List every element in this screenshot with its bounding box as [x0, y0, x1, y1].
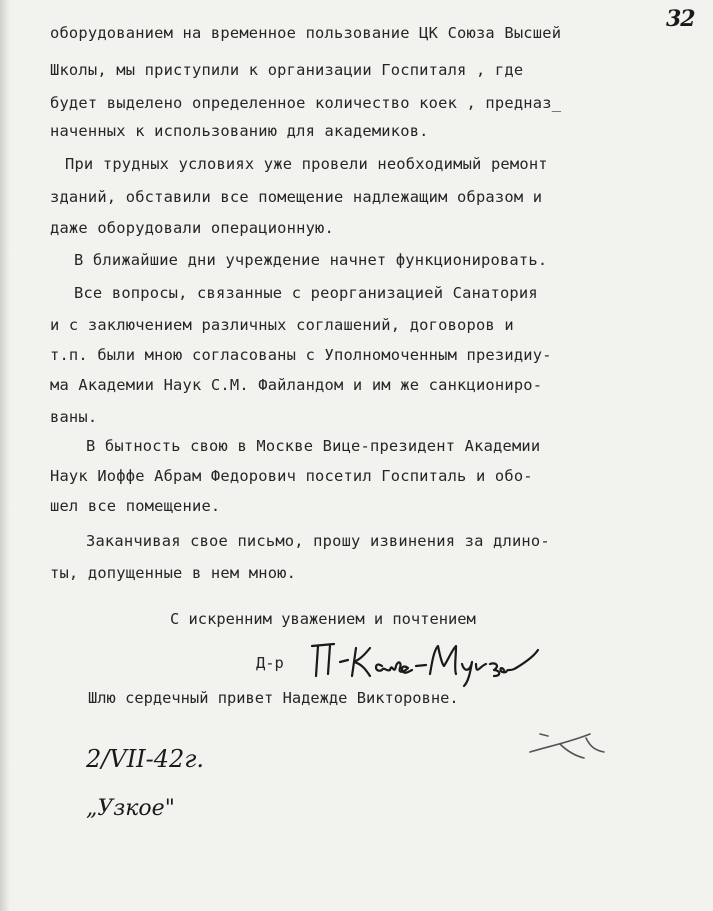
body-line: шел все помещение. [50, 497, 221, 515]
body-line: Школы, мы приступили к организации Госпиталя , где [50, 61, 524, 79]
body-line: ты, допущенные в нем мною. [50, 564, 297, 582]
page-edge-shadow [0, 0, 10, 911]
body-line: ваны. [50, 408, 98, 426]
handwritten-place: „Узкое" [86, 796, 175, 821]
body-line: и с заключением различных соглашений, договоров и [50, 316, 514, 334]
archive-page-number: 32 [666, 6, 695, 32]
body-line: ма Академии Наук С.М. Файландом и им же санкциониро- [50, 376, 543, 394]
closing-salutation: С искренним уважением и почтением [170, 610, 476, 628]
body-line: В ближайшие дни учреждение начнет функционировать. [74, 251, 548, 269]
body-line: будет выделено определенное количество коек , предназ_ [50, 94, 562, 112]
body-line: наченных к использованию для академиков. [50, 122, 429, 140]
body-line: При трудных условиях уже провели необходимый ремонт [65, 155, 548, 173]
pencil-scribble-mark [520, 722, 620, 762]
handwritten-date: 2/VII-42г. [86, 745, 205, 773]
body-line: зданий, обставили все помещение надлежащим образом и [50, 188, 543, 206]
body-line: т.п. были мною согласованы с Уполномоченным президиу- [50, 346, 552, 364]
body-line: Все вопросы, связанные с реорганизацией Санатория [74, 284, 538, 302]
body-line: В бытность свою в Москве Вице-президент Академии [86, 437, 541, 455]
body-line: оборудованием на временное пользование ЦК Союза Высшей [50, 24, 562, 42]
body-line: Заканчивая свое письмо, прошу извинения за длино- [86, 532, 550, 550]
body-line: Наук Иоффе Абрам Федорович посетил Госпиталь и обо- [50, 467, 533, 485]
handwritten-signature [304, 636, 544, 688]
signature-prefix: Д-р [256, 654, 284, 672]
postscript: Шлю сердечный привет Надежде Викторовне. [88, 689, 459, 707]
body-line: даже оборудовали операционную. [50, 219, 334, 237]
